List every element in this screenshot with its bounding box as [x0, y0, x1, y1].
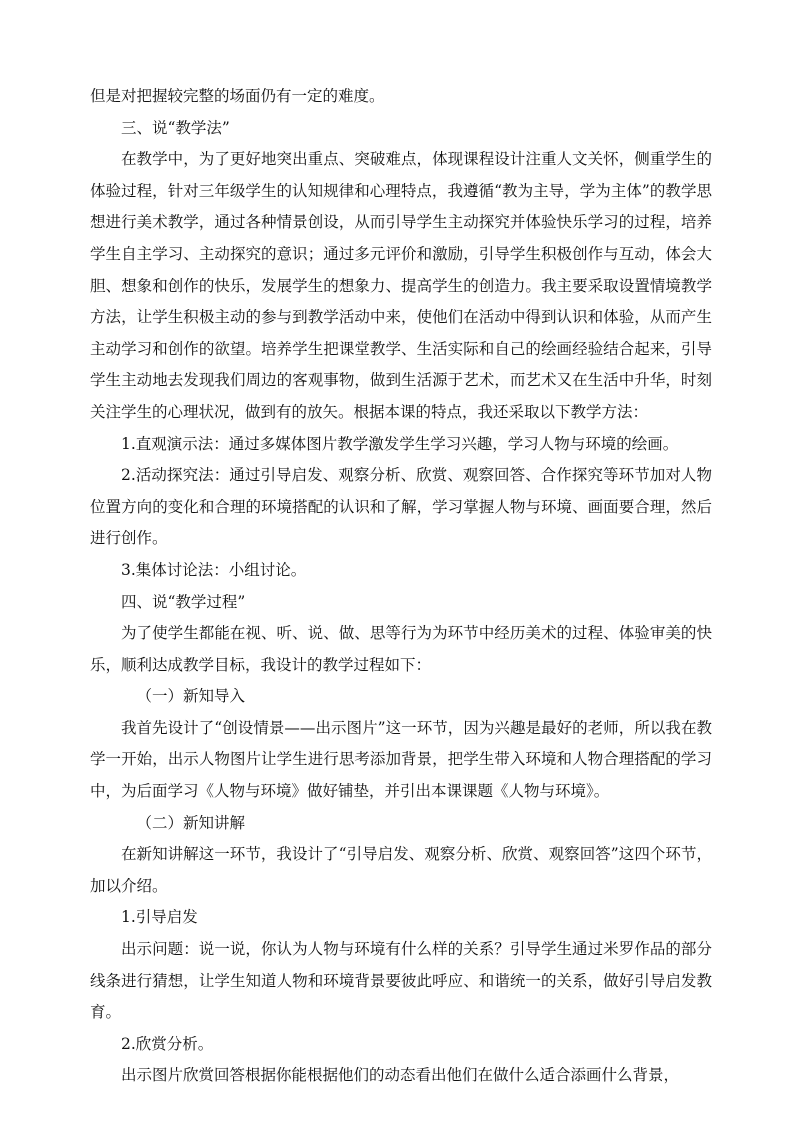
paragraph-process-intro: 为了使学生都能在视、听、说、做、思等行为为环节中经历美术的过程、体验审美的快乐，顺利达成教学目标，我设计的教学过程如下： [90, 624, 712, 674]
section-heading-teaching-process: 四、说“教学过程” [121, 592, 246, 611]
paragraph-appreciation: 出示图片欣赏回答根据你能根据他们的动态看出他们在做什么适合添画什么背景， [121, 1066, 680, 1085]
subheading-appreciation: 2.欣赏分析。 [121, 1034, 214, 1053]
document-body [90, 81, 712, 1092]
paragraph-new-knowledge-intro: 我首先设计了“创设情景——出示图片”这一环节，因为兴趣是最好的老师，所以我在教学一开始，出示人物图片让学生进行思考添加背景，把学生带入环境和人物合理搭配的学习中，为后面学习《人物与环境》做好铺垫，并引出本课课题《人物与环境》。 [90, 718, 712, 801]
subheading-new-knowledge-intro: （一）新知导入 [136, 687, 246, 706]
paragraph-new-knowledge-explain: 在新知讲解这一环节，我设计了“引导启发、观察分析、欣赏、观察回答”这四个环节，加以介绍。 [90, 845, 712, 895]
subheading-new-knowledge-explain: （二）新知讲解 [136, 813, 246, 832]
list-item-activity-exploration: 2.活动探究法：通过引导启发、观察分析、欣赏、观察回答、合作探究等环节加对人物位置方向的变化和合理的环境搭配的认识和了解，学习掌握人物与环境、画面要合理，然后进行创作。 [90, 466, 712, 548]
paragraph-guidance: 出示问题：说一说，你认为人物与环境有什么样的关系？引导学生通过米罗作品的部分线条进行猜想，让学生知道人物和环境背景要彼此呼应、和谐统一的关系，做好引导启发教育。 [90, 940, 712, 1022]
paragraph-continuation: 但是对把握较完整的场面仍有一定的难度。 [90, 87, 385, 105]
paragraph-teaching-method: 在教学中，为了更好地突出重点、突破难点，体现课程设计注重人文关怀，侧重学生的体验过程，针对三年级学生的认知规律和心理特点，我遵循“教为主导，学为主体”的教学思想进行美术教学，通过各种情景创设，从而引导学生主动探究并体验快乐学习的过程，培养学生自主学习、主动探究的意识；通过多元评价和激励，引导学生积极创作与互动，体会大胆、想象和创作的快乐，发展学生的想象力、提高学生的创造力。我主要采取设置情境教学方法，让学生积极主动的参与到教学活动中来，使他们在活动中得到认识和体验，从而产生主动学习和创作的欲望。培养学生把课堂教学、生活实际和自己的绘画经验结合起来，引导学生主动地去发现我们周边的客观事物，做到生活源于艺术，而艺术又在生活中升华，时刻关注学生的心理状况，做到有的放矢。根据本课的特点，我还采取以下教学方法： [90, 150, 712, 421]
list-item-group-discussion: 3.集体讨论法：小组讨论。 [121, 560, 307, 579]
section-heading-teaching-method: 三、说“教学法” [121, 118, 230, 137]
subheading-guidance: 1.引导启发 [121, 908, 198, 927]
list-item-demonstration: 1.直观演示法：通过多媒体图片教学激发学生学习兴趣，学习人物与环境的绘画。 [121, 434, 679, 453]
